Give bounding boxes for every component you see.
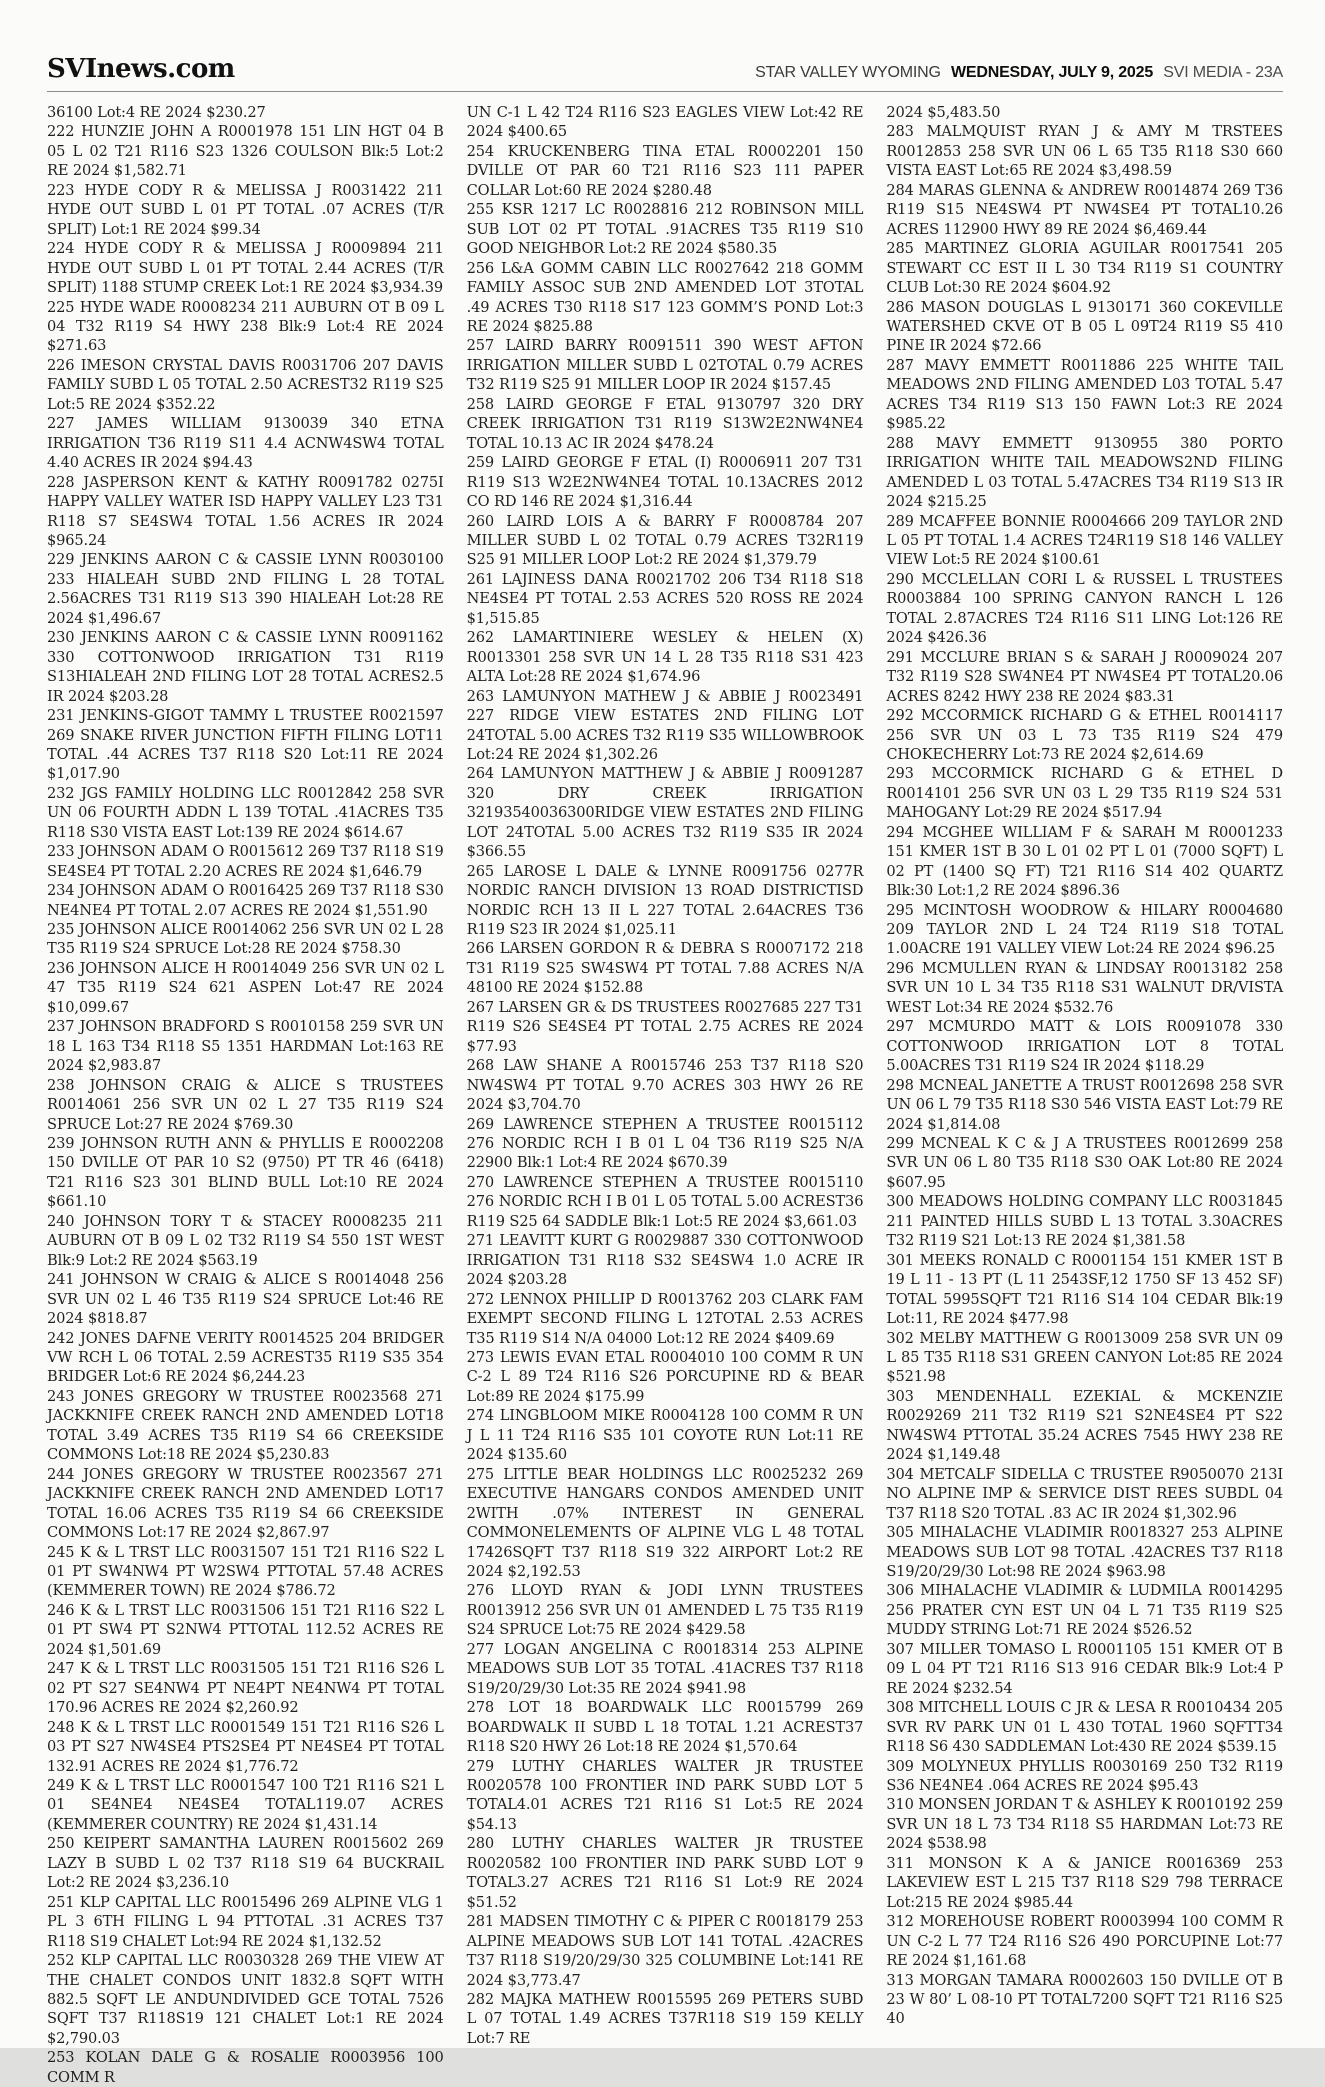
tax-record: 308 MITCHELL LOUIS C JR & LESA R R0010434 205 SVR RV PARK UN 01 L 430 TOTAL 1960 SQFTT34 R118 S6 430 SADDLEMAN Lot:430 RE 2024 $539.15 xyxy=(886,1699,1283,1756)
tax-record: 238 JOHNSON CRAIG & ALICE S TRUSTEES R0014061 256 SVR UN 02 L 27 T35 R119 S24 SPRUCE Lot:27 RE 2024 $769.30 xyxy=(47,1076,444,1133)
tax-record: 311 MONSON K A & JANICE R0016369 253 LAKEVIEW EST L 215 T37 R118 S29 798 TERRACE Lot:215 RE 2024 $985.44 xyxy=(886,1854,1283,1911)
column-1 xyxy=(47,103,444,2087)
tax-record: 246 K & L TRST LLC R0031506 151 T21 R116 S22 L 01 PT SW4 PT S2NW4 PTTOTAL 112.52 ACRES RE 2024 $1,501.69 xyxy=(47,1601,444,1658)
tax-record: 255 KSR 1217 LC R0028816 212 ROBINSON MILL SUB LOT 02 PT TOTAL .91ACRES T35 R119 S10 GOOD NEIGHBOR Lot:2 RE 2024 $580.35 xyxy=(466,201,864,258)
site-logo: SVInews.com xyxy=(47,54,235,84)
tax-record: 294 MCGHEE WILLIAM F & SARAH M R0001233 151 KMER 1ST B 30 L 01 02 PT L 01 (7000 SQFT) L 02 PT (1400 SQ FT) T21 R116 S14 402 QUARTZ Blk:30 Lot:1,2 RE 2024 $896.36 xyxy=(886,823,1283,900)
tax-record: UN C-1 L 42 T24 R116 S23 EAGLES VIEW Lot:42 RE 2024 $400.65 xyxy=(466,104,864,141)
tax-record: 271 LEAVITT KURT G R0029887 330 COTTONWOOD IRRIGATION T31 R118 S32 SE4SW4 1.0 ACRE IR 2024 $203.28 xyxy=(466,1232,864,1289)
tax-record: 289 MCAFFEE BONNIE R0004666 209 TAYLOR 2ND L 05 PT TOTAL 1.4 ACRES T24R119 S18 146 VALLEY VIEW Lot:5 RE 2024 $100.61 xyxy=(886,512,1283,569)
tax-record: 235 JOHNSON ALICE R0014062 256 SVR UN 02 L 28 T35 R119 S24 SPRUCE Lot:28 RE 2024 $758.30 xyxy=(47,921,444,958)
tax-record: 257 LAIRD BARRY R0091511 390 WEST AFTON IRRIGATION MILLER SUBD L 02TOTAL 0.79 ACRES T32 R119 S25 91 MILLER LOOP IR 2024 $157.45 xyxy=(466,337,864,394)
page-header xyxy=(47,54,1283,84)
tax-record: 285 MARTINEZ GLORIA AGUILAR R0017541 205 STEWART CC EST II L 30 T34 R119 S1 COUNTRY CLUB Lot:30 RE 2024 $604.92 xyxy=(886,240,1283,297)
header-divider xyxy=(47,91,1283,92)
tax-record: 283 MALMQUIST RYAN J & AMY M TRSTEES R0012853 258 SVR UN 06 L 65 T35 R118 S30 660 VISTA EAST Lot:65 RE 2024 $3,498.59 xyxy=(886,123,1283,180)
tax-record: 301 MEEKS RONALD C R0001154 151 KMER 1ST B 19 L 11 - 13 PT (L 11 2543SF,12 1750 SF 13 452 SF) TOTAL 5995SQFT T21 R116 S14 104 CEDAR Blk:19 Lot:11, RE 2024 $477.98 xyxy=(886,1251,1283,1328)
tax-record: 276 LLOYD RYAN & JODI LYNN TRUSTEES R0013912 256 SVR UN 01 AMENDED L 75 T35 R119 S24 SPRUCE Lot:75 RE 2024 $429.58 xyxy=(466,1582,864,1639)
tax-record: 304 METCALF SIDELLA C TRUSTEE R9050070 213I NO ALPINE IMP & SERVICE DIST REES SUBDL 04 T37 R118 S20 TOTAL .83 AC IR 2024 $1,302.96 xyxy=(886,1465,1283,1522)
tax-record: 295 MCINTOSH WOODROW & HILARY R0004680 209 TAYLOR 2ND L 24 T24 R119 S18 TOTAL 1.00ACRE 191 VALLEY VIEW Lot:24 RE 2024 $96.25 xyxy=(886,901,1283,958)
tax-record: 2024 $5,483.50 xyxy=(886,104,1001,121)
tax-record: 303 MENDENHALL EZEKIAL & MCKENZIE R0029269 211 T32 R119 S21 S2NE4SE4 PT S22 NW4SW4 PTTOTAL 35.24 ACRES 7545 HWY 238 RE 2024 $1,149.48 xyxy=(886,1387,1283,1464)
tax-record: 293 MCCORMICK RICHARD G & ETHEL D R0014101 256 SVR UN 03 L 29 T35 R119 S24 531 MAHOGANY Lot:29 RE 2024 $517.94 xyxy=(886,765,1283,822)
tax-record: 244 JONES GREGORY W TRUSTEE R0023567 271 JACKKNIFE CREEK RANCH 2ND AMENDED LOT17 TOTAL 16.06 ACRES T35 R119 S4 66 CREEKSIDE COMMONS Lot:17 RE 2024 $2,867.97 xyxy=(47,1465,444,1542)
tax-record: 247 K & L TRST LLC R0031505 151 T21 R116 S26 L 02 PT S27 SE4NW4 PT NE4PT NE4NW4 PT TOTAL 170.96 ACRES RE 2024 $2,260.92 xyxy=(47,1660,444,1717)
tax-record: 275 LITTLE BEAR HOLDINGS LLC R0025232 269 EXECUTIVE HANGARS CONDOS AMENDED UNIT 2WITH .07% INTEREST IN GENERAL COMMONELEMENTS OF ALPINE VLG L 48 TOTAL 17426SQFT T37 R118 S19 322 AIRPORT Lot:2 RE 2024 $2,192.53 xyxy=(466,1465,864,1580)
tax-record: 269 LAWRENCE STEPHEN A TRUSTEE R0015112 276 NORDIC RCH I B 01 L 04 T36 R119 S25 N/A 22900 Blk:1 Lot:4 RE 2024 $670.39 xyxy=(466,1115,864,1172)
tax-record: 254 KRUCKENBERG TINA ETAL R0002201 150 DVILLE OT PAR 60 T21 R116 S23 111 PAPER COLLAR Lot:60 RE 2024 $280.48 xyxy=(466,142,864,199)
column-2 xyxy=(467,103,864,2087)
tax-record: 225 HYDE WADE R0008234 211 AUBURN OT B 09 L 04 T32 R119 S4 HWY 238 Blk:9 Lot:4 RE 2024 $271.63 xyxy=(47,298,444,355)
tax-record: 229 JENKINS AARON C & CASSIE LYNN R0030100 233 HIALEAH SUBD 2ND FILING L 28 TOTAL 2.56ACRES T31 R119 S13 390 HIALEAH Lot:28 RE 2024 $1,496.67 xyxy=(47,551,444,627)
tax-record: 292 MCCORMICK RICHARD G & ETHEL R0014117 256 SVR UN 03 L 73 T35 R119 S24 479 CHOKECHERRY Lot:73 RE 2024 $2,614.69 xyxy=(886,707,1283,763)
tax-record: 252 KLP CAPITAL LLC R0030328 269 THE VIEW AT THE CHALET CONDOS UNIT 1832.8 SQFT WITH 882.5 SQFT LE ANDUNDIVIDED GCE TOTAL 7526 SQFT T37 R118S19 121 CHALET Lot:1 RE 2024 $2,790.03 xyxy=(47,1952,444,2047)
tax-record: 266 LARSEN GORDON R & DEBRA S R0007172 218 T31 R119 S25 SW4SW4 PT TOTAL 7.88 ACRES N/A 48100 RE 2024 $152.88 xyxy=(466,940,864,997)
tax-record: 222 HUNZIE JOHN A R0001978 151 LIN HGT 04 B 05 L 02 T21 R116 S23 1326 COULSON Blk:5 Lot:2 RE 2024 $1,582.71 xyxy=(47,123,444,180)
tax-record: 299 MCNEAL K C & J A TRUSTEES R0012699 258 SVR UN 06 L 80 T35 R118 S30 OAK Lot:80 RE 2024 $607.95 xyxy=(886,1135,1283,1191)
tax-record: 236 JOHNSON ALICE H R0014049 256 SVR UN 02 L 47 T35 R119 S24 621 ASPEN Lot:47 RE 2024 $10,099.67 xyxy=(47,959,444,1016)
tax-record: 239 JOHNSON RUTH ANN & PHYLLIS E R0002208 150 DVILLE OT PAR 10 S2 (9750) PT TR 46 (6418) T21 R116 S23 301 BLIND BULL Lot:10 RE 2024 $661.10 xyxy=(47,1135,444,1211)
tax-record: 248 K & L TRST LLC R0001549 151 T21 R116 S26 L 03 PT S27 NW4SE4 PTS2SE4 PT NE4SE4 PT TOTAL 132.91 ACRES RE 2024 $1,776.72 xyxy=(47,1718,444,1775)
tax-record: 274 LINGBLOOM MIKE R0004128 100 COMM R UN J L 11 T24 R116 S35 101 COYOTE RUN Lot:11 RE 2024 $135.60 xyxy=(466,1407,864,1464)
tax-record: 226 IMESON CRYSTAL DAVIS R0031706 207 DAVIS FAMILY SUBD L 05 TOTAL 2.50 ACREST32 R119 S25 Lot:5 RE 2024 $352.22 xyxy=(47,356,444,413)
tax-record: 228 JASPERSON KENT & KATHY R0091782 0275I HAPPY VALLEY WATER ISD HAPPY VALLEY L23 T31 R118 S7 SE4SW4 TOTAL 1.56 ACRES IR 2024 $965.24 xyxy=(47,473,444,549)
tax-record: 260 LAIRD LOIS A & BARRY F R0008784 207 MILLER SUBD L 02 TOTAL 0.79 ACRES T32R119 S25 91 MILLER LOOP Lot:2 RE 2024 $1,379.79 xyxy=(466,512,864,569)
tax-record: 286 MASON DOUGLAS L 9130171 360 COKEVILLE WATERSHED CKVE OT B 05 L 09T24 R119 S5 410 PINE IR 2024 $72.66 xyxy=(886,298,1283,355)
tax-record: 282 MAJKA MATHEW R0015595 269 PETERS SUBD L 07 TOTAL 1.49 ACRES T37R118 S19 159 KELLY Lot:7 RE xyxy=(466,1990,864,2047)
date-label: WEDNESDAY, JULY 9, 2025 xyxy=(951,64,1154,81)
tax-record: 287 MAVY EMMETT R0011886 225 WHITE TAIL MEADOWS 2ND FILING AMENDED L03 TOTAL 5.47 ACRES T34 R119 S13 150 FAWN Lot:3 RE 2024 $985.22 xyxy=(886,356,1283,433)
tax-record: 36100 Lot:4 RE 2024 $230.27 xyxy=(47,104,266,121)
tax-record: 298 MCNEAL JANETTE A TRUST R0012698 258 SVR UN 06 L 79 T35 R118 S30 546 VISTA EAST Lot:79 RE 2024 $1,814.08 xyxy=(886,1076,1283,1133)
tax-record: 241 JOHNSON W CRAIG & ALICE S R0014048 256 SVR UN 02 L 46 T35 R119 S24 SPRUCE Lot:46 RE 2024 $818.87 xyxy=(47,1271,444,1328)
tax-record: 278 LOT 18 BOARDWALK LLC R0015799 269 BOARDWALK II SUBD L 18 TOTAL 1.21 ACREST37 R118 S20 HWY 26 Lot:18 RE 2024 $1,570.64 xyxy=(466,1699,864,1756)
tax-record: 270 LAWRENCE STEPHEN A TRUSTEE R0015110 276 NORDIC RCH I B 01 L 05 TOTAL 5.00 ACREST36 R119 S25 64 SADDLE Blk:1 Lot:5 RE 2024 $3,661.03 xyxy=(466,1173,864,1230)
tax-record: 227 JAMES WILLIAM 9130039 340 ETNA IRRIGATION T36 R119 S11 4.4 ACNW4SW4 TOTAL 4.40 ACRES IR 2024 $94.43 xyxy=(47,415,444,472)
tax-record: 242 JONES DAFNE VERITY R0014525 204 BRIDGER VW RCH L 06 TOTAL 2.59 ACREST35 R119 S35 354 BRIDGER Lot:6 RE 2024 $6,244.23 xyxy=(47,1329,444,1386)
column-3 xyxy=(886,103,1283,2087)
tax-record: 297 MCMURDO MATT & LOIS R0091078 330 COTTONWOOD IRRIGATION LOT 8 TOTAL 5.00ACRES T31 R119 S24 IR 2024 $118.29 xyxy=(886,1018,1283,1075)
tax-record: 290 MCCLELLAN CORI L & RUSSEL L TRUSTEES R0003884 100 SPRING CANYON RANCH L 126 TOTAL 2.87ACRES T24 R116 S11 LING Lot:126 RE 2024 $426.36 xyxy=(886,570,1283,647)
tax-notice-columns xyxy=(47,103,1283,2087)
tax-record: 234 JOHNSON ADAM O R0016425 269 T37 R118 S30 NE4NE4 PT TOTAL 2.07 ACRES RE 2024 $1,551.90 xyxy=(47,882,444,919)
tax-record: 231 JENKINS-GIGOT TAMMY L TRUSTEE R0021597 269 SNAKE RIVER JUNCTION FIFTH FILING LOT11 TOTAL .44 ACRES T37 R118 S20 Lot:11 RE 2024 $1,017.90 xyxy=(47,707,444,783)
tax-record: 268 LAW SHANE A R0015746 253 T37 R118 S20 NW4SW4 PT TOTAL 9.70 ACRES 303 HWY 26 RE 2024 $3,704.70 xyxy=(466,1057,864,1114)
tax-record: 240 JOHNSON TORY T & STACEY R0008235 211 AUBURN OT B 09 L 02 T32 R119 S4 550 1ST WEST Blk:9 Lot:2 RE 2024 $563.19 xyxy=(47,1212,444,1269)
location-label: STAR VALLEY WYOMING xyxy=(755,64,941,81)
tax-record: 312 MOREHOUSE ROBERT R0003994 100 COMM R UN C-2 L 77 T24 R116 S26 490 PORCUPINE Lot:77 RE 2024 $1,161.68 xyxy=(886,1913,1283,1970)
tax-record: 273 LEWIS EVAN ETAL R0004010 100 COMM R UN C-2 L 89 T24 R116 S26 PORCUPINE RD & BEAR Lot:89 RE 2024 $175.99 xyxy=(466,1349,864,1405)
tax-record: 256 L&A GOMM CABIN LLC R0027642 218 GOMM FAMILY ASSOC SUB 2ND AMENDED LOT 3TOTAL .49 ACRES T30 R118 S17 123 GOMM’S POND Lot:3 RE 2024 $825.88 xyxy=(466,259,864,335)
tax-record: 245 K & L TRST LLC R0031507 151 T21 R116 S22 L 01 PT SW4NW4 PT W2SW4 PTTOTAL 57.48 ACRES (KEMMERER TOWN) RE 2024 $786.72 xyxy=(47,1543,444,1600)
tax-record: 284 MARAS GLENNA & ANDREW R0014874 269 T36 R119 S15 NE4SW4 PT NW4SE4 PT TOTAL10.26 ACRES 112900 HWY 89 RE 2024 $6,469.44 xyxy=(886,181,1283,238)
tax-record: 265 LAROSE L DALE & LYNNE R0091756 0277R NORDIC RANCH DIVISION 13 ROAD DISTRICTISD NORDIC RCH 13 II L 227 TOTAL 2.64ACRES T36 R119 S23 IR 2024 $1,025.11 xyxy=(466,862,864,939)
tax-record: 306 MIHALACHE VLADIMIR & LUDMILA R0014295 256 PRATER CYN EST UN 04 L 71 T35 R119 S25 MUDDY STRING Lot:71 RE 2024 $526.52 xyxy=(886,1582,1283,1639)
tax-record: 232 JGS FAMILY HOLDING LLC R0012842 258 SVR UN 06 FOURTH ADDN L 139 TOTAL .41ACRES T35 R118 S30 VISTA EAST Lot:139 RE 2024 $614.67 xyxy=(47,784,444,841)
tax-record: 280 LUTHY CHARLES WALTER JR TRUSTEE R0020582 100 FRONTIER IND PARK SUBD LOT 9 TOTAL3.27 ACRES T21 R116 S1 Lot:9 RE 2024 $51.52 xyxy=(466,1835,864,1911)
tax-record: 261 LAJINESS DANA R0021702 206 T34 R118 S18 NE4SE4 PT TOTAL 2.53 ACRES 520 ROSS RE 2024 $1,515.85 xyxy=(466,570,864,627)
tax-record: 223 HYDE CODY R & MELISSA J R0031422 211 HYDE OUT SUBD L 01 PT TOTAL .07 ACRES (T/R SPLIT) Lot:1 RE 2024 $99.34 xyxy=(47,181,444,238)
tax-record: 224 HYDE CODY R & MELISSA J R0009894 211 HYDE OUT SUBD L 01 PT TOTAL 2.44 ACRES (T/R SPLIT) 1188 STUMP CREEK Lot:1 RE 2024 $3,934.39 xyxy=(47,240,444,297)
tax-record: 302 MELBY MATTHEW G R0013009 258 SVR UN 09 L 85 T35 R118 S31 GREEN CANYON Lot:85 RE 2024 $521.98 xyxy=(886,1329,1283,1386)
tax-record: 305 MIHALACHE VLADIMIR R0018327 253 ALPINE MEADOWS SUB LOT 98 TOTAL .42ACRES T37 R118 S19/20/29/30 Lot:98 RE 2024 $963.98 xyxy=(886,1524,1283,1580)
tax-record: 237 JOHNSON BRADFORD S R0010158 259 SVR UN 18 L 163 T34 R118 S5 1351 HARDMAN Lot:163 RE 2024 $2,983.87 xyxy=(47,1018,444,1075)
tax-record: 296 MCMULLEN RYAN & LINDSAY R0013182 258 SVR UN 10 L 34 T35 R118 S31 WALNUT DR/VISTA WEST Lot:34 RE 2024 $532.76 xyxy=(886,959,1283,1016)
tax-record: 272 LENNOX PHILLIP D R0013762 203 CLARK FAM EXEMPT SECOND FILING L 12TOTAL 2.53 ACRES T35 R119 S14 N/A 04000 Lot:12 RE 2024 $409.69 xyxy=(466,1290,864,1347)
tax-record: 230 JENKINS AARON C & CASSIE LYNN R0091162 330 COTTONWOOD IRRIGATION T31 R119 S13HIALEAH 2ND FILING LOT 28 TOTAL ACRES2.5 IR 2024 $203.28 xyxy=(47,629,444,705)
tax-record: 259 LAIRD GEORGE F ETAL (I) R0006911 207 T31 R119 S13 W2E2NW4NE4 TOTAL 10.13ACRES 2012 CO RD 146 RE 2024 $1,316.44 xyxy=(466,454,864,511)
tax-record: 250 KEIPERT SAMANTHA LAUREN R0015602 269 LAZY B SUBD L 02 T37 R118 S19 64 BUCKRAIL Lot:2 RE 2024 $3,236.10 xyxy=(47,1835,444,1892)
tax-record: 313 MORGAN TAMARA R0002603 150 DVILLE OT B 23 W 80’ L 08-10 PT TOTAL7200 SQFT T21 R116 S25 40 xyxy=(886,1971,1283,2028)
tax-record: 279 LUTHY CHARLES WALTER JR TRUSTEE R0020578 100 FRONTIER IND PARK SUBD LOT 5 TOTAL4.01 ACRES T21 R116 S1 Lot:5 RE 2024 $54.13 xyxy=(466,1757,864,1833)
tax-record: 310 MONSEN JORDAN T & ASHLEY K R0010192 259 SVR UN 18 L 73 T34 R118 S5 HARDMAN Lot:73 RE 2024 $538.98 xyxy=(886,1796,1283,1853)
tax-record: 253 KOLAN DALE G & ROSALIE R0003956 100 COMM R xyxy=(47,2049,444,2086)
tax-record: 288 MAVY EMMETT 9130955 380 PORTO IRRIGATION WHITE TAIL MEADOWS2ND FILING AMENDED L 03 TOTAL 5.47ACRES T34 R119 S13 IR 2024 $215.25 xyxy=(886,434,1283,511)
tax-record: 281 MADSEN TIMOTHY C & PIPER C R0018179 253 ALPINE MEADOWS SUB LOT 141 TOTAL .42ACRES T37 R118 S19/20/29/30 325 COLUMBINE Lot:141 RE 2024 $3,773.47 xyxy=(466,1913,864,1989)
tax-record: 291 MCCLURE BRIAN S & SARAH J R0009024 207 T32 R119 S28 SW4NE4 PT NW4SE4 PT TOTAL20.06 ACRES 8242 HWY 238 RE 2024 $83.31 xyxy=(886,648,1283,705)
tax-record: 267 LARSEN GR & DS TRUSTEES R0027685 227 T31 R119 S26 SE4SE4 PT TOTAL 2.75 ACRES RE 2024 $77.93 xyxy=(466,998,864,1055)
tax-record: 300 MEADOWS HOLDING COMPANY LLC R0031845 211 PAINTED HILLS SUBD L 13 TOTAL 3.30ACRES T32 R119 S21 Lot:13 RE 2024 $1,381.58 xyxy=(886,1193,1283,1250)
tax-record: 307 MILLER TOMASO L R0001105 151 KMER OT B 09 L 04 PT T21 R116 S13 916 CEDAR Blk:9 Lot:4 P RE 2024 $232.54 xyxy=(886,1640,1283,1697)
tax-record: 262 LAMARTINIERE WESLEY & HELEN (X) R0013301 258 SVR UN 14 L 28 T35 R118 S31 423 ALTA Lot:28 RE 2024 $1,674.96 xyxy=(466,629,864,686)
tax-record: 277 LOGAN ANGELINA C R0018314 253 ALPINE MEADOWS SUB LOT 35 TOTAL .41ACRES T37 R118 S19/20/29/30 Lot:35 RE 2024 $941.98 xyxy=(466,1640,864,1697)
tax-record: 264 LAMUNYON MATTHEW J & ABBIE J R0091287 320 DRY CREEK IRRIGATION 32193540036300RIDGE VIEW ESTATES 2ND FILING LOT 24TOTAL 5.00 ACRES T32 R119 S35 IR 2024 $366.55 xyxy=(466,765,864,861)
edition-label: SVI MEDIA - 23A xyxy=(1163,64,1283,81)
tax-record: 249 K & L TRST LLC R0001547 100 T21 R116 S21 L 01 SE4NE4 NE4SE4 TOTAL119.07 ACRES (KEMMERER COUNTRY) RE 2024 $1,431.14 xyxy=(47,1776,444,1833)
page-info xyxy=(755,64,1283,82)
tax-record: 243 JONES GREGORY W TRUSTEE R0023568 271 JACKKNIFE CREEK RANCH 2ND AMENDED LOT18 TOTAL 3.49 ACRES T35 R119 S4 66 CREEKSIDE COMMONS Lot:18 RE 2024 $5,230.83 xyxy=(47,1387,444,1464)
tax-record: 258 LAIRD GEORGE F ETAL 9130797 320 DRY CREEK IRRIGATION T31 R119 S13W2E2NW4NE4 TOTAL 10.13 AC IR 2024 $478.24 xyxy=(466,395,864,452)
tax-record: 263 LAMUNYON MATHEW J & ABBIE J R0023491 227 RIDGE VIEW ESTATES 2ND FILING LOT 24TOTAL 5.00 ACRES T32 R119 S35 WILLOWBROOK Lot:24 RE 2024 $1,302.26 xyxy=(466,687,864,763)
tax-record: 233 JOHNSON ADAM O R0015612 269 T37 R118 S19 SE4SE4 PT TOTAL 2.20 ACRES RE 2024 $1,646.79 xyxy=(47,843,444,880)
tax-record: 251 KLP CAPITAL LLC R0015496 269 ALPINE VLG 1 PL 3 6TH FILING L 94 PTTOTAL .31 ACRES T37 R118 S19 CHALET Lot:94 RE 2024 $1,132.52 xyxy=(47,1893,444,1950)
tax-record: 309 MOLYNEUX PHYLLIS R0030169 250 T32 R119 S36 NE4NE4 .064 ACRES RE 2024 $95.43 xyxy=(886,1757,1283,1794)
